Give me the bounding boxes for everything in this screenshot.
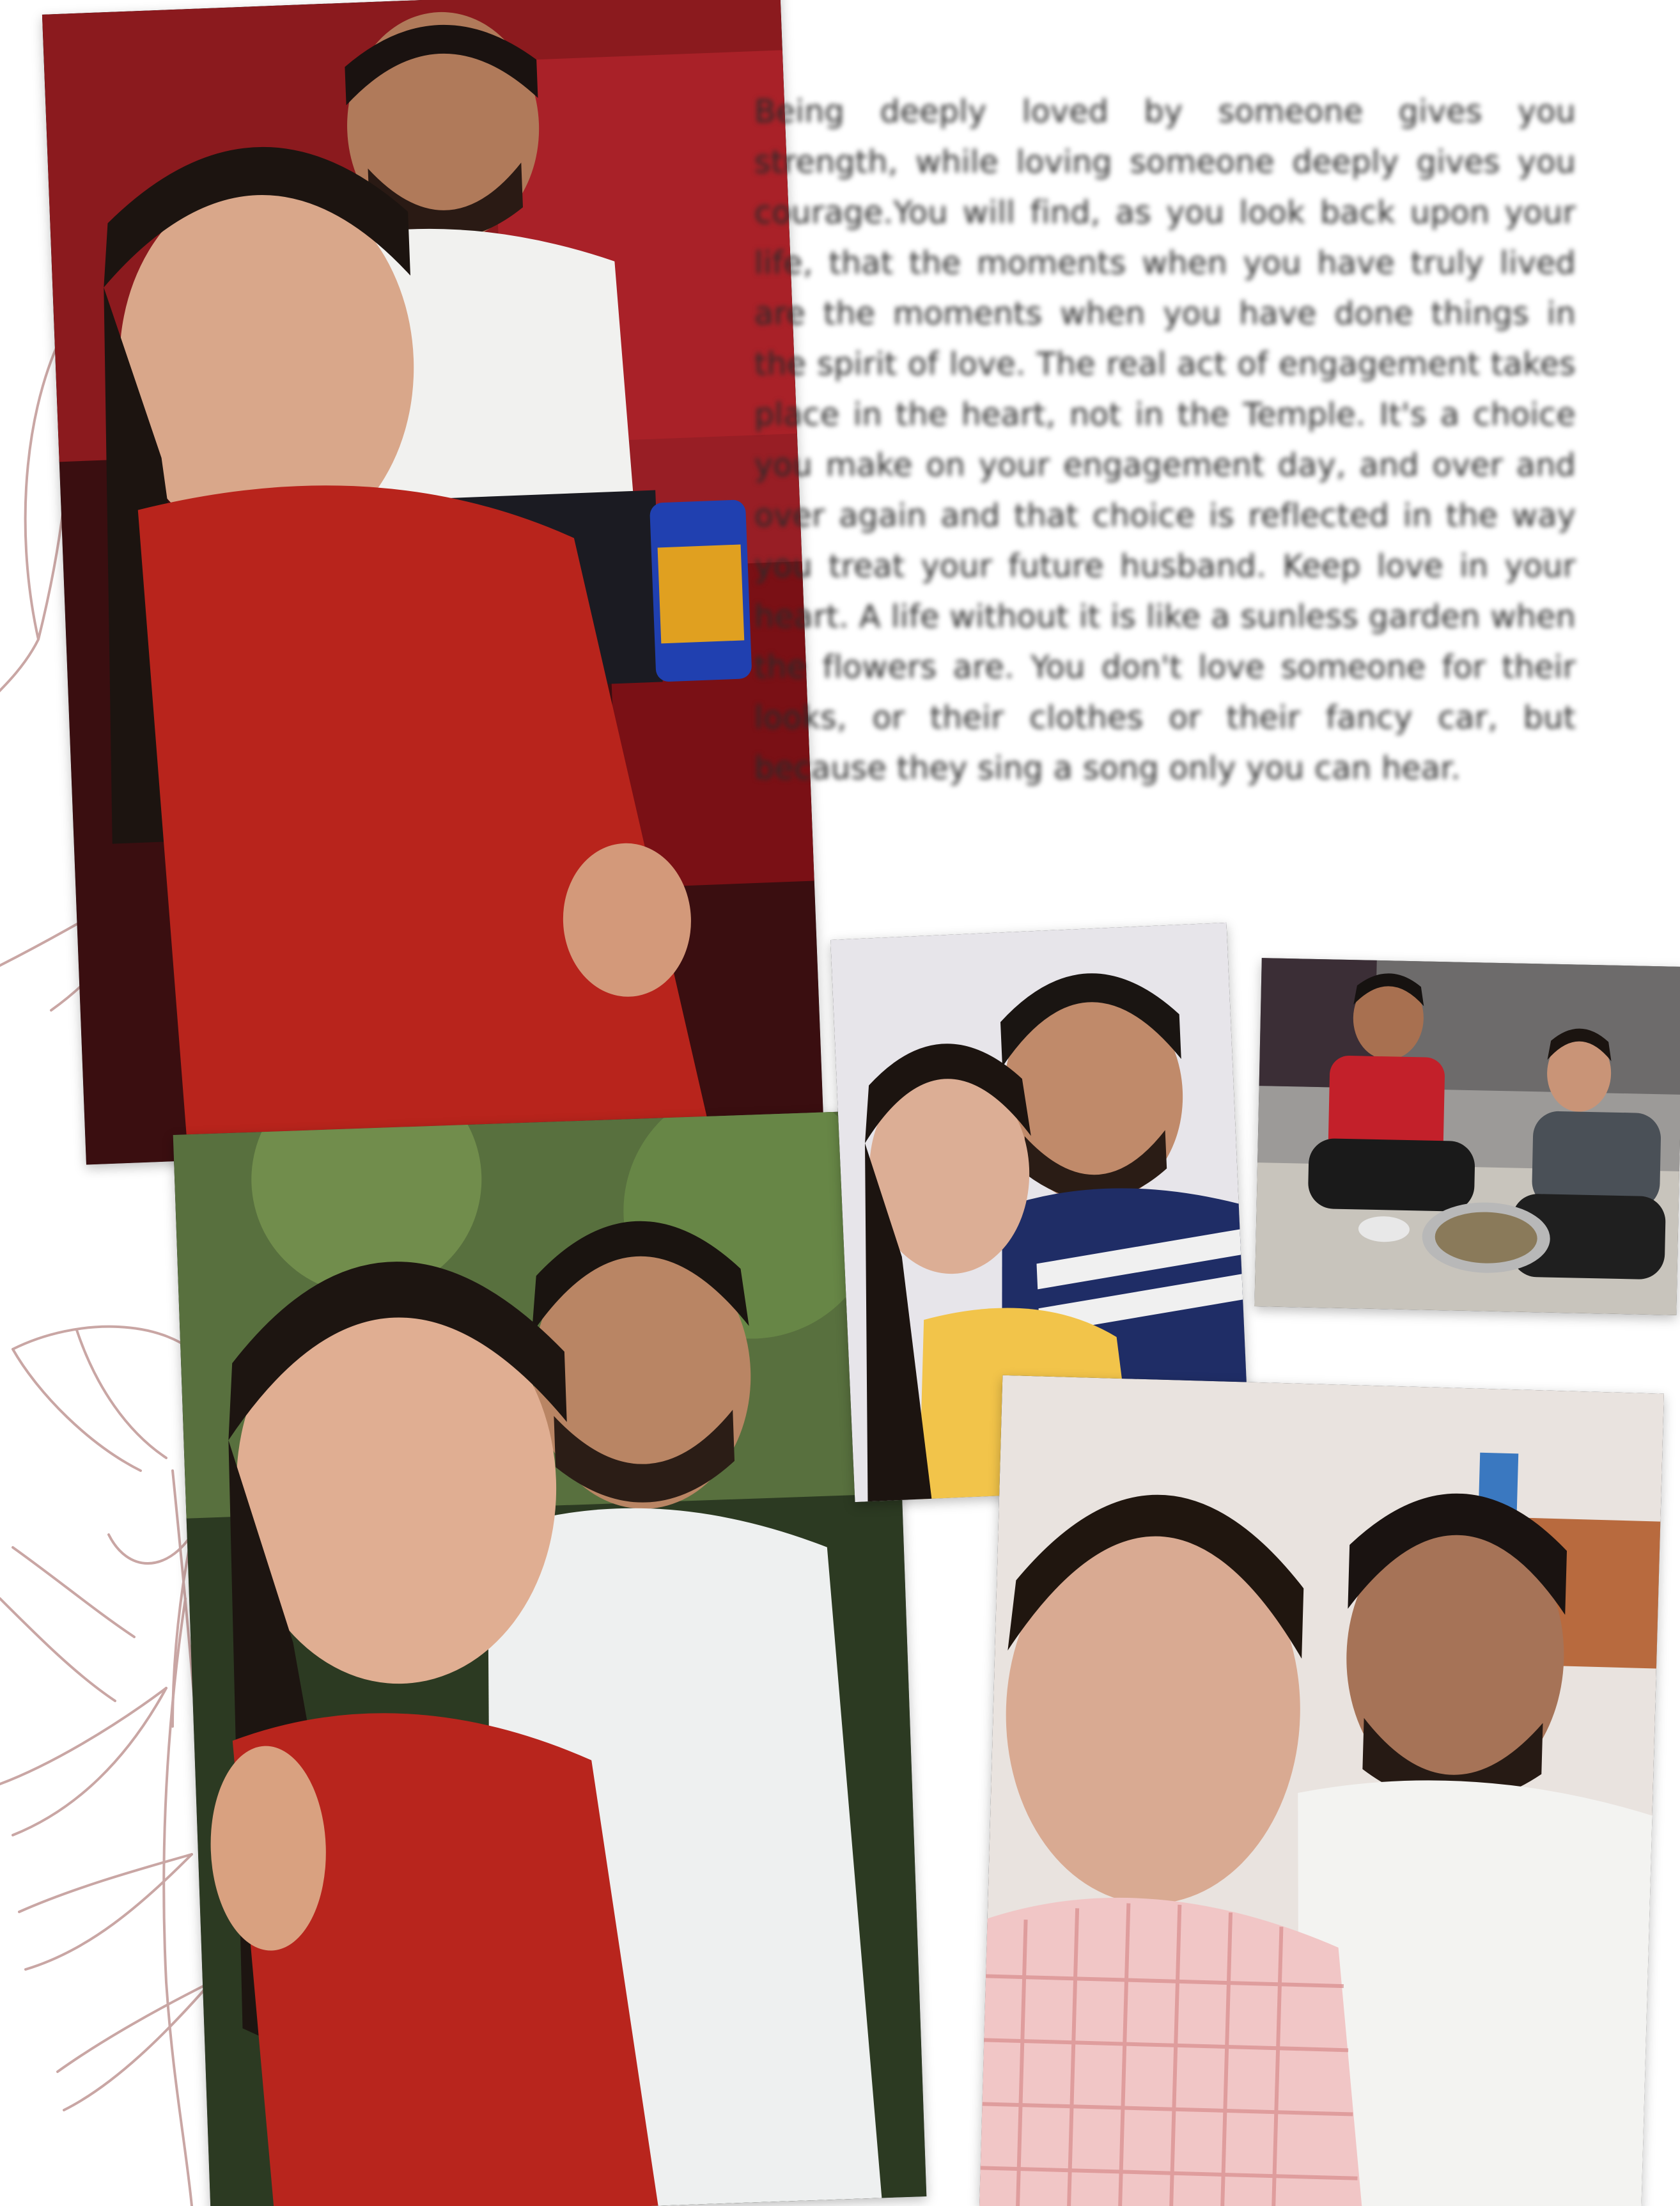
photo-couple-garden [173,1110,927,2206]
photo-couple-checked-shirt [979,1375,1664,2206]
love-quote-paragraph: Being deeply loved by someone gives you strength, while loving someone deeply gives you courage.You will find, as you look back upon your life, that the moments when you have truly lived are the moments when you have done things in the spirit of love. The real act of engagement takes place in the heart, not in the Temple. It's a choice you make on your engagement day, and over and over again and that choice is reflected in the way you treat your future husband. Keep love in your heart. A life without it is like a sunless garden when the flowers are. You don't love someone for their looks, or their clothes or their fancy car, but because they sing a song only you can hear. [754,93,1576,786]
photo-kitchen-image [1254,958,1680,1315]
photo-checked-image [979,1375,1664,2206]
photo-couple-cinema [42,0,824,1165]
photo-cinema-image [42,0,824,1165]
photo-garden-image [173,1110,927,2206]
photo-couple-kitchen [1254,958,1680,1315]
